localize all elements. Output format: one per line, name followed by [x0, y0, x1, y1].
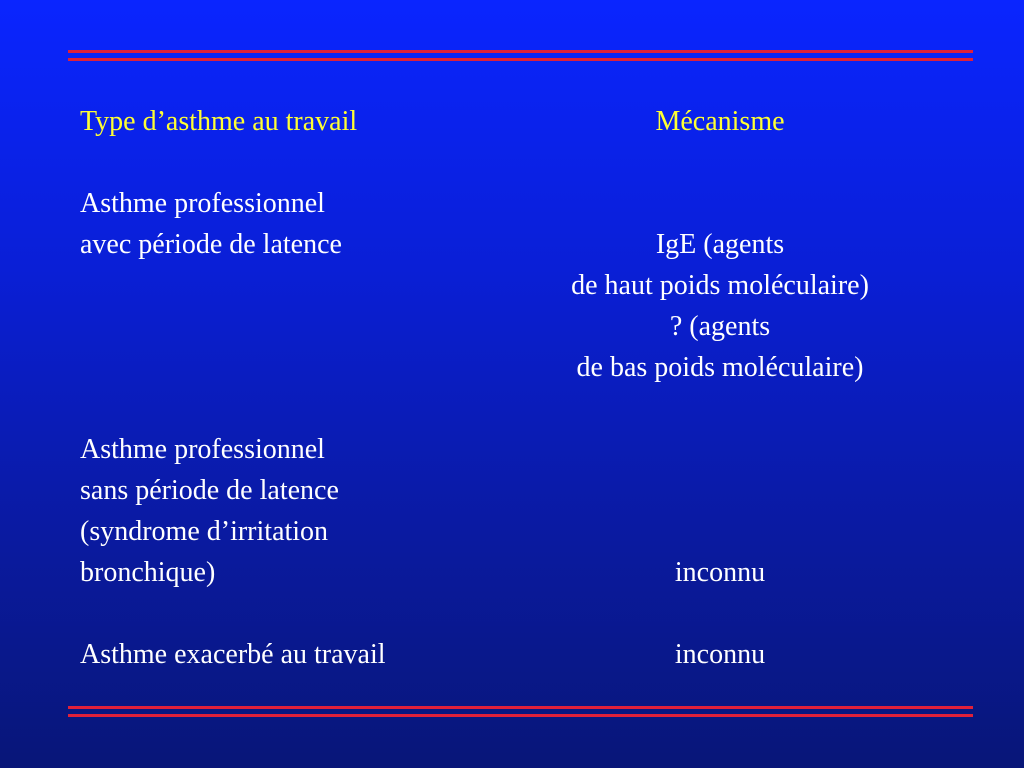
row1-mechanism-line-4: de bas poids moléculaire) [576, 352, 864, 383]
bottom-divider-line-1 [68, 706, 973, 709]
row2-type-line-4: bronchique) [80, 557, 216, 588]
row1-mechanism-line-2: de haut poids moléculaire) [571, 270, 869, 301]
header-mechanism-label: Mécanisme [655, 106, 785, 137]
row2-type-line-2: sans période de latence [80, 475, 339, 506]
row1-mechanism-line-3: ? (agents [669, 311, 771, 342]
header-type-label: Type d’asthme au travail [80, 106, 358, 137]
row2-type-line-3: (syndrome d’irritation [80, 516, 329, 547]
row1-type-line-1: Asthme professionnel [80, 188, 325, 219]
row1-mechanism-line-1: IgE (agents [655, 229, 785, 260]
row3-type-line-1: Asthme exacerbé au travail [80, 639, 386, 670]
bottom-divider-line-2 [68, 714, 973, 717]
top-divider-line-1 [68, 50, 973, 53]
bottom-divider [68, 706, 973, 719]
row1-type-line-2: avec période de latence [80, 229, 342, 260]
row2-mechanism-line-1: inconnu [674, 557, 766, 588]
row2-type-line-1: Asthme professionnel [80, 434, 325, 465]
top-divider-line-2 [68, 58, 973, 61]
row3-mechanism-line-1: inconnu [674, 639, 766, 670]
top-divider [68, 50, 973, 63]
